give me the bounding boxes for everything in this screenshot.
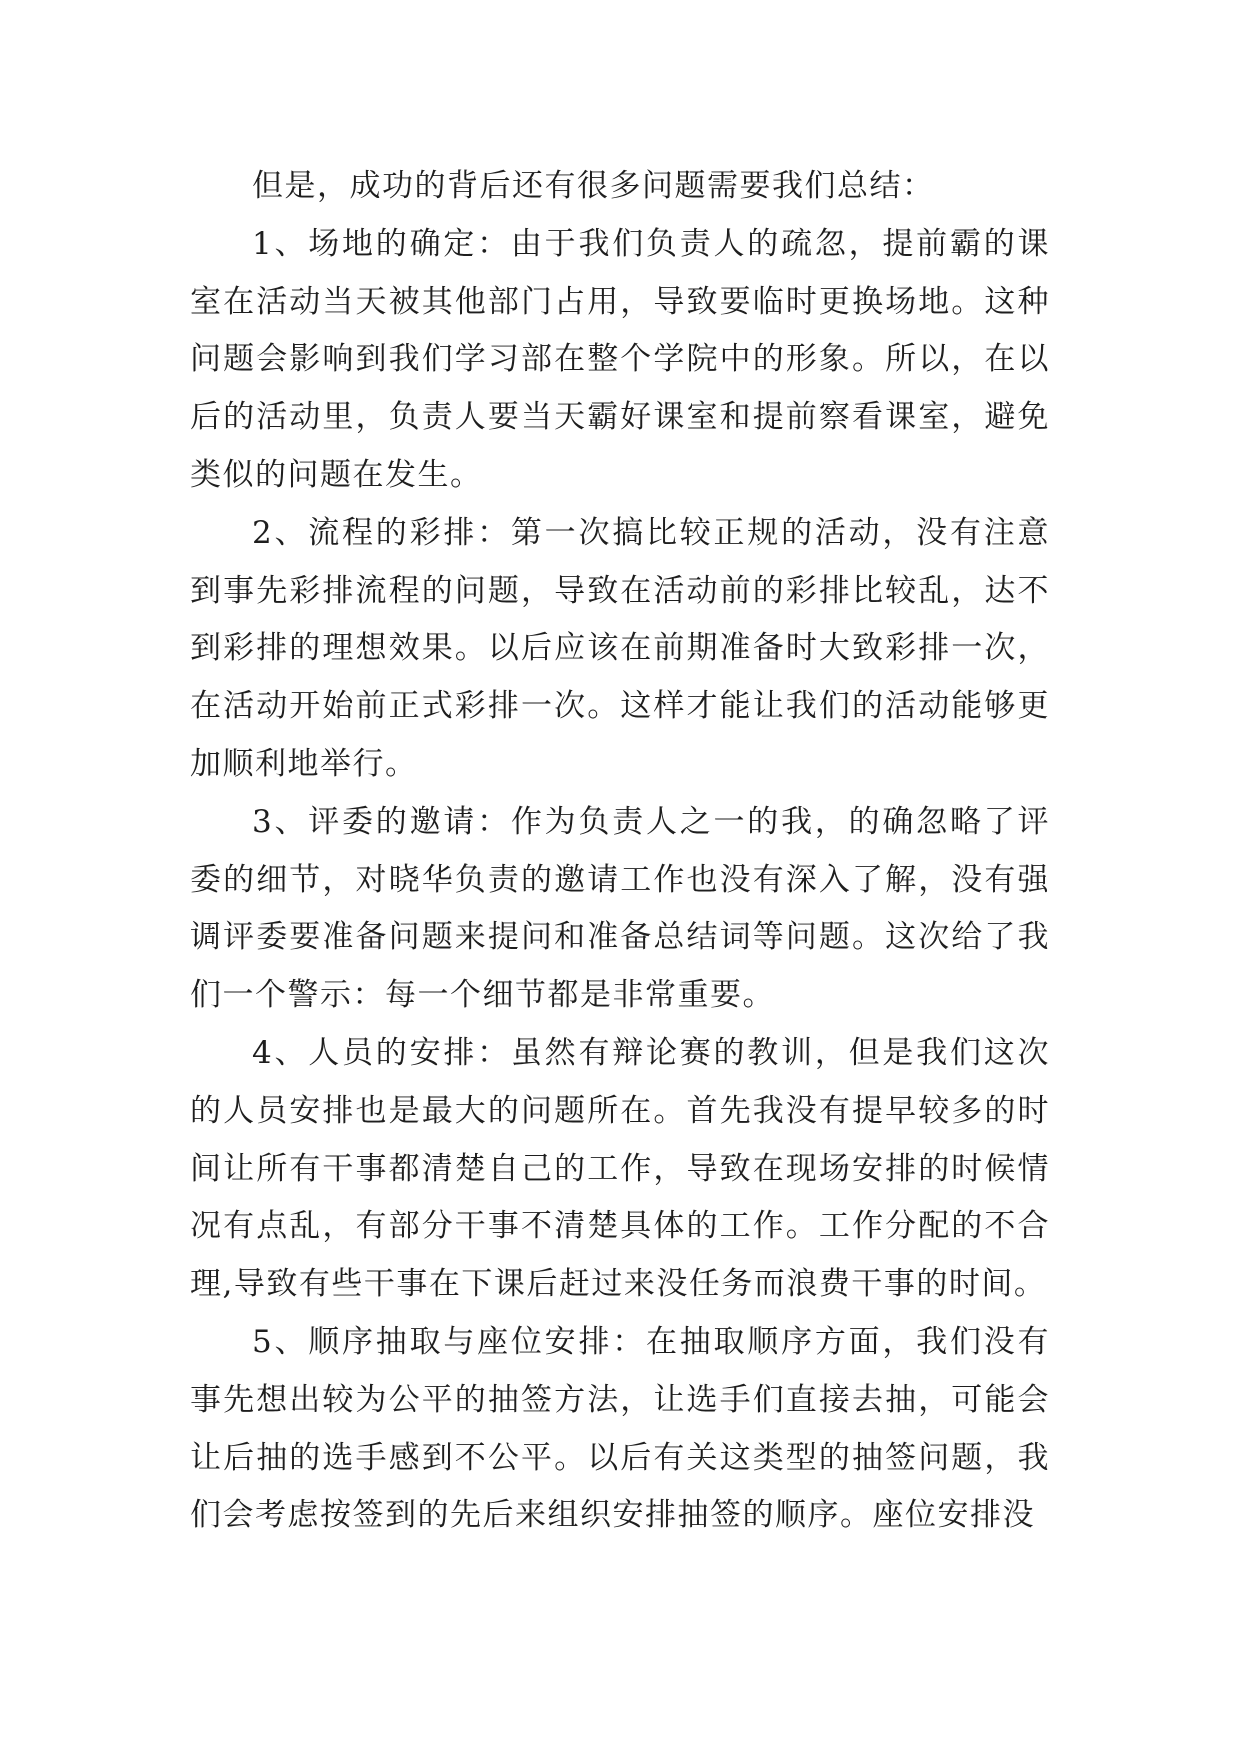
paragraph-rehearsal: 2、流程的彩排：第一次搞比较正规的活动，没有注意到事先彩排流程的问题，导致在活动前的彩排比较乱，达不到彩排的理想效果。以后应该在前期准备时大致彩排一次，在活动开始前正式彩排一次。这样才能让我们的活动能够更加顺利地举行。 xyxy=(190,514,1050,782)
paragraph-draw-seating: 5、顺序抽取与座位安排：在抽取顺序方面，我们没有事先想出较为公平的抽签方法，让选手们直接去抽，可能会让后抽的选手感到不公平。以后有关这类型的抽签问题，我们会考虑按签到的先后来组织安排抽签的顺序。座位安排没 xyxy=(190,1323,1050,1534)
document-body xyxy=(190,158,1050,1545)
paragraph-judges: 3、评委的邀请：作为负责人之一的我，的确忽略了评委的细节，对晓华负责的邀请工作也没有深入了解，没有强调评委要准备问题来提问和准备总结词等问题。这次给了我们一个警示：每一个细节都是非常重要。 xyxy=(190,803,1050,1014)
paragraph-venue: 1、场地的确定：由于我们负责人的疏忽，提前霸的课室在活动当天被其他部门占用，导致要临时更换场地。这种问题会影响到我们学习部在整个学院中的形象。所以，在以后的活动里，负责人要当天霸好课室和提前察看课室，避免类似的问题在发生。 xyxy=(190,225,1050,493)
paragraph-intro: 但是，成功的背后还有很多问题需要我们总结： xyxy=(252,168,935,204)
paragraph-staffing: 4、人员的安排：虽然有辩论赛的教训，但是我们这次的人员安排也是最大的问题所在。首先我没有提早较多的时间让所有干事都清楚自己的工作，导致在现场安排的时候情况有点乱，有部分干事不清楚具体的工作。工作分配的不合理,导致有些干事在下课后赶过来没任务而浪费干事的时间。 xyxy=(190,1034,1050,1303)
